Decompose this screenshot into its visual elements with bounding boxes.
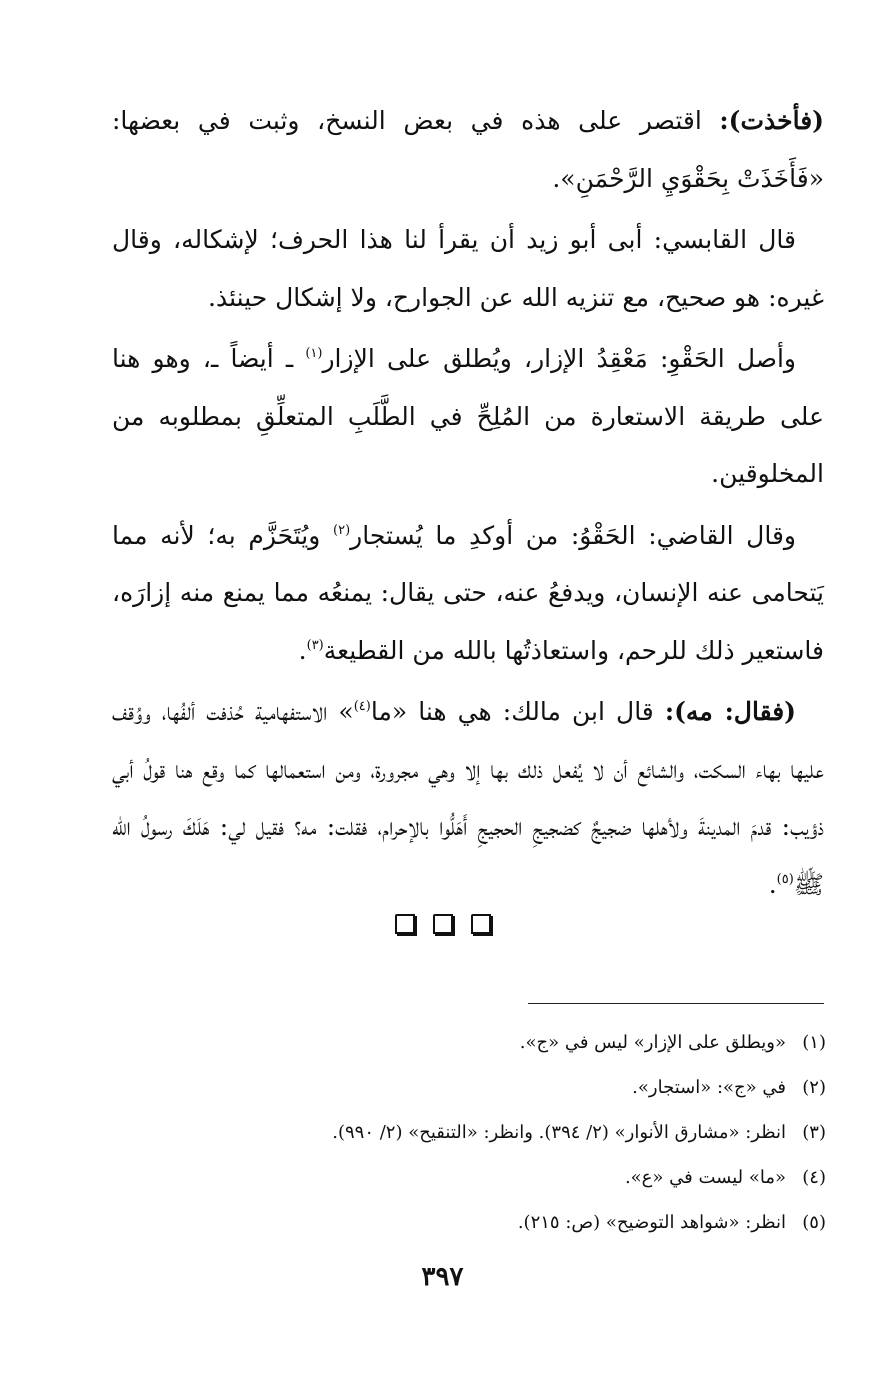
- paragraph-text: » الاستفهامية حُذفت ألفُها، ووُقف عليها بهاء السكت، والشائع أن لا يُفعل ذلك بها إلا وهي مجرورة، ومن استعمالها كما وقع هنا قولُ أبي ذؤيب: قدمَ المدينةَ ولأهلها ضجيجٌ كضجيجِ الحجيجِ أَهَلُّوا بالإحرام، فقلت: مه؟ فقيل لي: هَلَكَ رسولُ الله ﷺ: [112, 697, 824, 899]
- footnote-marker[interactable]: (٢): [333, 522, 351, 538]
- paragraph-1: [112, 92, 824, 207]
- footnote-marker[interactable]: (١): [305, 346, 323, 361]
- footnote-marker[interactable]: (٤): [353, 699, 371, 714]
- paragraph-text: اقتصر على هذه في بعض النسخ، وثبت في بعضها: «فَأَخَذَتْ بِحَقْوَيِ الرَّحْمَنِ».: [112, 106, 824, 193]
- footnote: [150, 1065, 826, 1110]
- paragraph-2: [112, 211, 824, 326]
- separator-square-icon: [433, 914, 453, 934]
- paragraph-text: .: [298, 635, 307, 665]
- footnote: [150, 1020, 826, 1065]
- footnote-number: (٢): [802, 1077, 826, 1098]
- footnote-number: (١): [802, 1032, 826, 1053]
- footnote-divider: [528, 1003, 824, 1004]
- footnote-text: «ما» ليست في «ع».: [624, 1167, 786, 1188]
- footnote-marker[interactable]: (٥): [776, 871, 794, 887]
- footnote-text: في «ج»: «استجار».: [632, 1077, 786, 1098]
- paragraph-text: وأصل الحَقْوِ: مَعْقِدُ الإزار، ويُطلق على الإزار: [322, 344, 797, 373]
- paragraph-text: ويُتَحَزَّم به؛ لأنه مما يَتحامى عنه الإنسان، ويدفعُ عنه، حتى يقال: يمنعُه مما يمنع منه إزارَه، فاستعير ذلك للرحم، واستعاذتُها بالله من القطيعة: [112, 520, 824, 665]
- footnote: [150, 1200, 826, 1245]
- footnote-text: «ويطلق على الإزار» ليس في «ج».: [519, 1032, 786, 1053]
- paragraph-5: [112, 683, 824, 913]
- paragraph-text: ـ أيضاً ـ، وهو هنا على طريقة الاستعارة من المُلِحِّ في الطَّلَبِ المتعلِّقِ بمطلوبه من المخلوقين.: [112, 344, 824, 488]
- footnote-text: انظر: «مشارق الأنوار» (٢/ ٣٩٤). وانظر: «التنقيح» (٢/ ٩٩٠).: [332, 1122, 786, 1143]
- footnote-number: (٤): [802, 1167, 826, 1188]
- paragraph-text: .: [768, 869, 777, 899]
- lemma-heading: (فأخذت):: [719, 106, 824, 135]
- footnote: [150, 1155, 826, 1200]
- footnote-number: (٥): [802, 1212, 826, 1233]
- footnote: [150, 1110, 826, 1155]
- footnotes: [150, 1020, 826, 1245]
- footnote-marker[interactable]: (٣): [306, 637, 324, 653]
- footnote-text: انظر: «شواهد التوضيح» (ص: ٢١٥).: [517, 1212, 786, 1233]
- lemma-heading: (فقال: مه):: [664, 697, 796, 726]
- section-separator: [0, 914, 885, 934]
- paragraph-text: قال ابن مالك: هي هنا «ما: [370, 697, 665, 726]
- paragraph-4: [112, 507, 824, 680]
- paragraph-text: قال القابسي: أبى أبو زيد أن يقرأ لنا هذا الحرف؛ لإشكاله، وقال غيره: هو صحيح، مع تنزيه الله عن الجوارح، ولا إشكال حينئذ.: [112, 225, 824, 312]
- separator-square-icon: [471, 914, 491, 934]
- separator-square-icon: [395, 914, 415, 934]
- footnote-number: (٣): [802, 1122, 826, 1143]
- page-number: ٣٩٧: [421, 1262, 464, 1292]
- paragraph-text: وقال القاضي: الحَقْوُ: من أوكدِ ما يُستجار: [350, 520, 796, 550]
- paragraph-3: [112, 330, 824, 503]
- main-text: [112, 92, 824, 913]
